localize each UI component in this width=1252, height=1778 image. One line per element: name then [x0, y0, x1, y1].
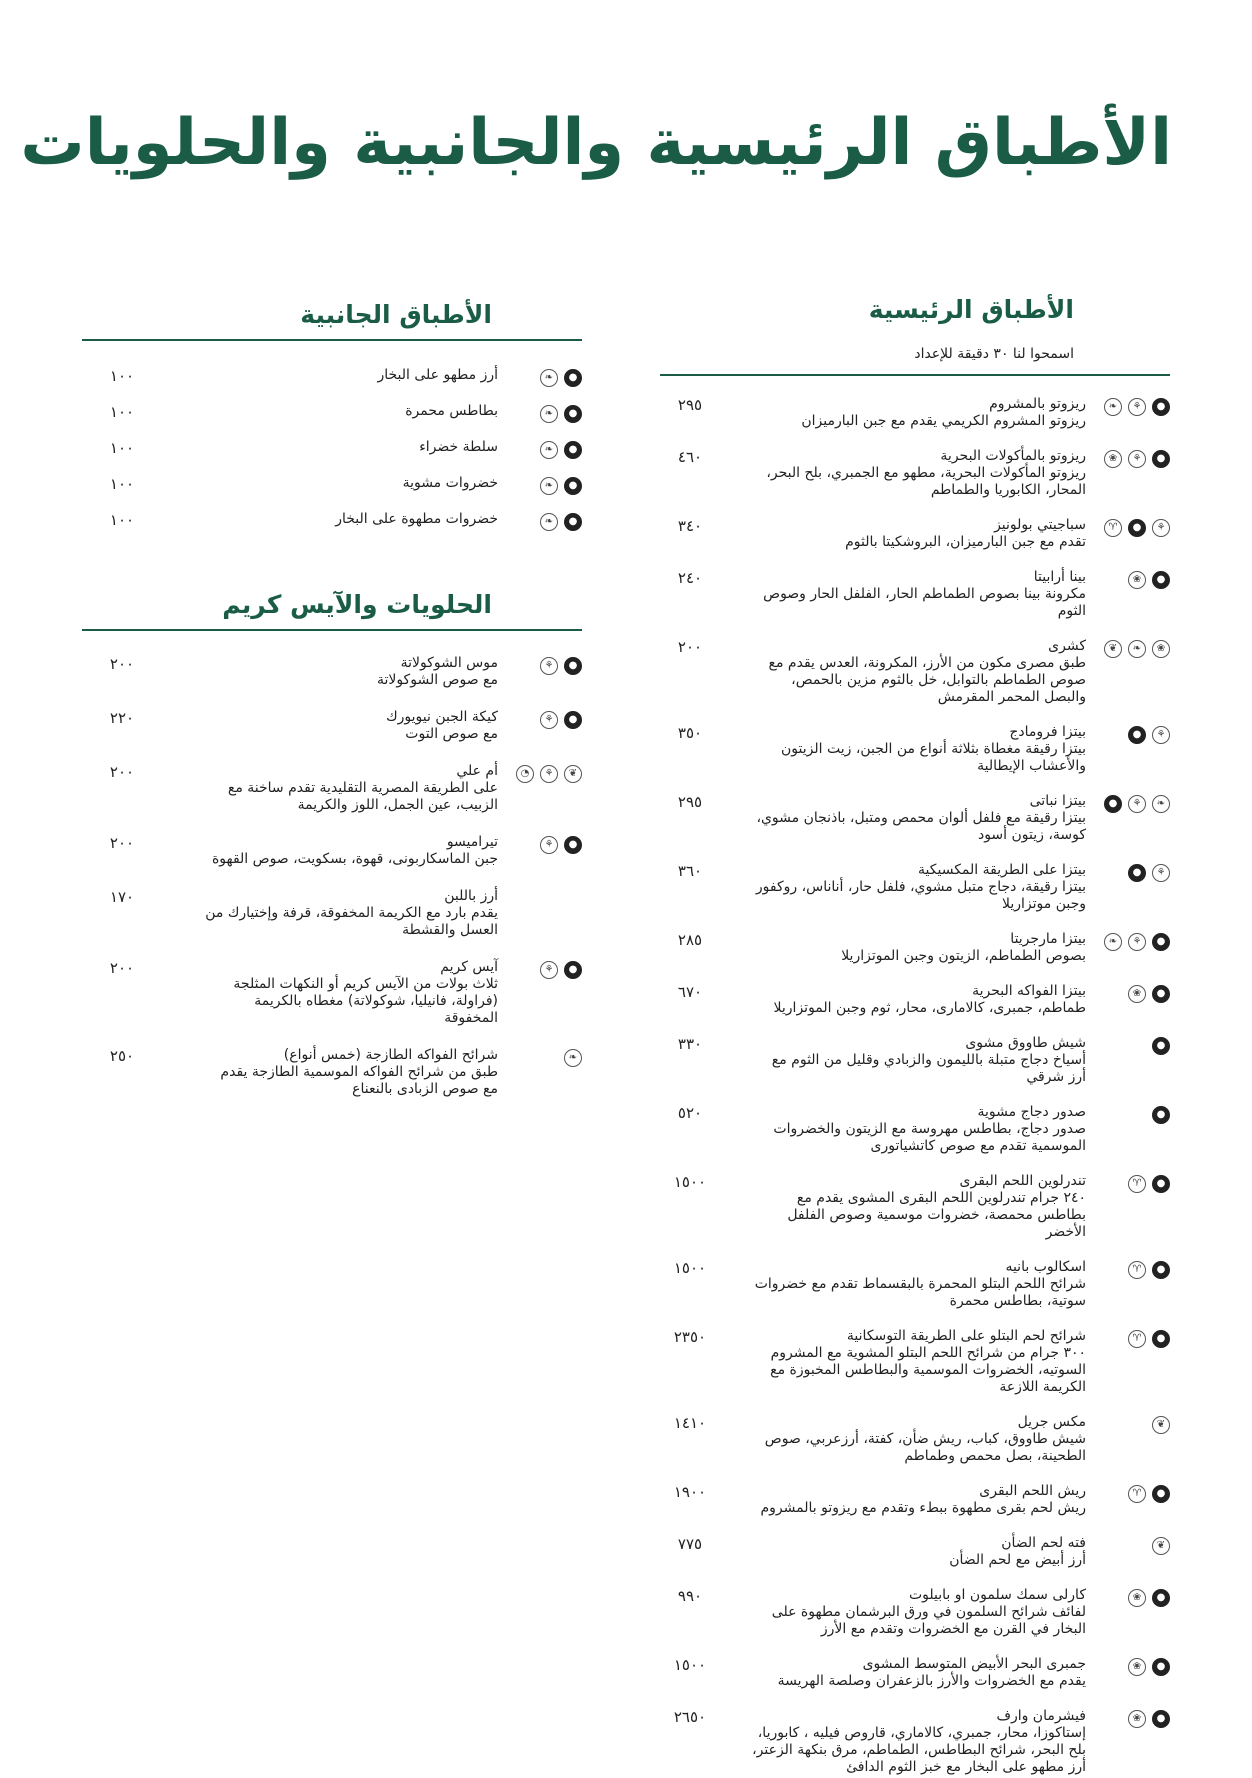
- main-course-item: [660, 396, 1170, 430]
- vegetarian-icon: ⚘: [1128, 933, 1146, 951]
- main-courses-list: [660, 376, 1170, 1776]
- item-price: ٢٢٠: [109, 709, 135, 727]
- dietary-icons: [1086, 931, 1170, 951]
- item-description: لفائف شرائح السلمون في ورق البرشمان مطهوة على البخار في القرن مع الخضروات وتقدم مع الأرز: [771, 1604, 1086, 1637]
- item-name: ريزوتو بالمأكولات البحرية: [940, 448, 1086, 464]
- main-course-item: [660, 983, 1170, 1017]
- item-name: بيتزا مارجريتا: [1010, 931, 1086, 947]
- side-dish-item: [82, 511, 582, 531]
- globe-icon: ●: [1152, 1710, 1170, 1728]
- item-description: أرز أبيض مع لحم الضأن: [949, 1552, 1086, 1568]
- dessert-item: [82, 959, 582, 1027]
- item-price: ١٤١٠: [673, 1414, 707, 1432]
- item-name: خضروات مطهوة على البخار: [335, 511, 498, 527]
- item-description: شرائح اللحم البتلو المحمرة بالبقسماط تقدم مع خضروات سوتية، بطاطس محمرة: [754, 1276, 1086, 1309]
- dietary-icons: [498, 439, 582, 459]
- wheat-icon: ❦: [564, 765, 582, 783]
- vegetarian-icon: ⚘: [540, 657, 558, 675]
- item-description: مع صوص التوت: [405, 726, 498, 742]
- item-name: بيتزا الفواكه البحرية: [972, 983, 1086, 999]
- main-courses-heading: الأطباق الرئيسية: [868, 295, 1074, 324]
- side-dish-item: [82, 439, 582, 459]
- item-price: ٢٩٥: [677, 793, 703, 811]
- dietary-icons: [1086, 983, 1170, 1003]
- main-course-item: [660, 1414, 1170, 1465]
- main-course-item: [660, 1104, 1170, 1155]
- main-course-item: [660, 569, 1170, 620]
- dietary-icons: [1086, 569, 1170, 589]
- item-description: ريزوتو المشروم الكريمي يقدم مع جبن البارميزان: [801, 413, 1086, 429]
- dietary-icons: [498, 655, 582, 675]
- leaf-icon: ❧: [540, 405, 558, 423]
- item-price: ١٠٠: [109, 439, 135, 457]
- item-description: يقدم مع الخضروات والأرز بالزعفران وصلصة الهريسة: [777, 1673, 1086, 1689]
- dietary-icons: [498, 403, 582, 423]
- dietary-icons: [1086, 724, 1170, 744]
- item-name: فته لحم الضأن: [1001, 1535, 1086, 1551]
- beef-icon: ♈: [1128, 1485, 1146, 1503]
- dietary-icons: [498, 834, 582, 854]
- main-course-item: [660, 1587, 1170, 1638]
- item-price: ١٠٠: [109, 367, 135, 385]
- item-name: سباجيتي بولونيز: [994, 517, 1086, 533]
- item-description: طبق مصرى مكون من الأرز، المكرونة، العدس يقدم مع صوص الطماطم بالتوابل، خل بالثوم مزين بالحمص، والبصل المحمر المقرمش: [768, 655, 1086, 705]
- globe-icon: ●: [1152, 398, 1170, 416]
- item-price: ٢٣٥٠: [673, 1328, 707, 1346]
- main-course-item: [660, 793, 1170, 844]
- item-name: شيش طاووق مشوى: [965, 1035, 1086, 1051]
- item-description: شيش طاووق، كباب، ريش ضأن، كفتة، أرزعربي، صوص الطحينة، بصل محمص وطماطم: [764, 1431, 1086, 1464]
- item-description: ٣٠٠ جرام من شرائح اللحم البتلو المشوية مع المشروم السوتيه، الخضروات الموسمية والبطاطس المخبوزة مع الكريمة اللازعة: [770, 1345, 1086, 1395]
- item-price: ١٩٠٠: [673, 1483, 707, 1501]
- main-courses-section: [660, 295, 1170, 1776]
- item-name: آيس كريم: [440, 959, 498, 975]
- vegetarian-icon: ⚘: [1152, 519, 1170, 537]
- vegetarian-icon: ⚘: [1128, 450, 1146, 468]
- item-name: كيكة الجبن نيويورك: [386, 709, 498, 725]
- item-price: ٩٩٠: [677, 1587, 703, 1605]
- globe-icon: ●: [1152, 571, 1170, 589]
- leaf-icon: ❧: [540, 477, 558, 495]
- globe-icon: ●: [1152, 1261, 1170, 1279]
- main-course-item: [660, 517, 1170, 551]
- globe-icon: ●: [1128, 519, 1146, 537]
- item-description: بيتزا رقيقة مغطاة بثلاثة أنواع من الجبن، زيت الزيتون والأعشاب الإيطالية: [781, 741, 1086, 774]
- item-name: بيتزا نباتى: [1029, 793, 1086, 809]
- item-description: مع صوص الشوكولاتة: [376, 672, 498, 688]
- item-name: فيشرمان وارف: [996, 1708, 1086, 1724]
- item-description: يقدم بارد مع الكريمة المخفوقة، قرفة وإختيارك من العسل والقشطة: [205, 905, 498, 938]
- main-course-item: [660, 638, 1170, 706]
- item-description: صدور دجاج، بطاطس مهروسة مع الزيتون والخضروات الموسمية تقدم مع صوص كاتشياتورى: [773, 1121, 1086, 1154]
- main-course-item: [660, 1656, 1170, 1690]
- item-price: ٣٦٠: [677, 862, 703, 880]
- globe-icon: ●: [1152, 1658, 1170, 1676]
- side-dishes-section: [82, 300, 582, 531]
- dietary-icons: [498, 763, 582, 783]
- globe-icon: ●: [1152, 1175, 1170, 1193]
- main-course-item: [660, 1535, 1170, 1569]
- beef-icon: ♈: [1128, 1175, 1146, 1193]
- seafood-icon: ❀: [1128, 1589, 1146, 1607]
- dietary-icons: [1086, 1035, 1170, 1055]
- dessert-item: [82, 763, 582, 814]
- vegetarian-icon: ⚘: [540, 711, 558, 729]
- item-name: شرائح الفواكه الطازجة (خمس أنواع): [283, 1047, 498, 1063]
- item-name: سلطة خضراء: [419, 439, 498, 455]
- globe-icon: ●: [1152, 450, 1170, 468]
- globe-icon: ●: [564, 477, 582, 495]
- item-price: ٣٣٠: [677, 1035, 703, 1053]
- beef-icon: ♈: [1104, 519, 1122, 537]
- nut-icon: ◔: [516, 765, 534, 783]
- globe-icon: ●: [1152, 1037, 1170, 1055]
- side-dishes-heading: الأطباق الجانبية: [300, 300, 492, 329]
- item-price: ٢٥٠: [109, 1047, 135, 1065]
- wheat-icon: ❦: [1104, 640, 1122, 658]
- main-course-item: [660, 724, 1170, 775]
- item-price: ١٠٠: [109, 475, 135, 493]
- leaf-icon: ❧: [1152, 795, 1170, 813]
- item-name: شرائح لحم البتلو على الطريقة التوسكانية: [846, 1328, 1086, 1344]
- leaf-icon: ❧: [564, 1049, 582, 1067]
- main-course-item: [660, 1259, 1170, 1310]
- dessert-item: [82, 709, 582, 743]
- main-course-item: [660, 1035, 1170, 1086]
- wheat-icon: ❦: [1152, 1416, 1170, 1434]
- dietary-icons: [498, 709, 582, 729]
- chili-icon: ❀: [1152, 640, 1170, 658]
- dessert-item: [82, 655, 582, 689]
- globe-icon: ●: [1128, 726, 1146, 744]
- dietary-icons: [1086, 1483, 1170, 1503]
- globe-icon: ●: [1152, 1106, 1170, 1124]
- prep-time-note: اسمحوا لنا ٣٠ دقيقة للإعداد: [914, 346, 1074, 362]
- item-price: ٢٠٠: [109, 834, 135, 852]
- item-description: ريزوتو المأكولات البحرية، مطهو مع الجمبري، بلح البحر، المحار، الكابوريا والطماطم: [766, 465, 1086, 498]
- item-description: تقدم مع جبن البارميزان، البروشكيتا بالثوم: [845, 534, 1086, 550]
- item-name: كارلى سمك سلمون او بابيلوت: [908, 1587, 1086, 1603]
- leaf-icon: ❧: [1128, 640, 1146, 658]
- beef-icon: ♈: [1128, 1330, 1146, 1348]
- dietary-icons: [1086, 638, 1170, 658]
- globe-icon: ●: [1152, 1330, 1170, 1348]
- item-price: ٢٠٠: [677, 638, 703, 656]
- chili-icon: ❀: [1128, 571, 1146, 589]
- main-course-item: [660, 448, 1170, 499]
- seafood-icon: ❀: [1128, 985, 1146, 1003]
- globe-icon: ●: [1152, 985, 1170, 1003]
- item-price: ٢٤٠: [677, 569, 703, 587]
- item-price: ٦٧٠: [677, 983, 703, 1001]
- globe-icon: ●: [564, 441, 582, 459]
- dietary-icons: [1086, 1173, 1170, 1193]
- dietary-icons: [1086, 862, 1170, 882]
- leaf-icon: ❧: [540, 513, 558, 531]
- item-name: ريش اللحم البقرى: [979, 1483, 1086, 1499]
- dietary-icons: [498, 888, 582, 890]
- item-name: بطاطس محمرة: [405, 403, 498, 419]
- leaf-icon: ❧: [1104, 398, 1122, 416]
- item-price: ١٥٠٠: [673, 1656, 707, 1674]
- dietary-icons: [1086, 1259, 1170, 1279]
- item-name: صدور دجاج مشوية: [977, 1104, 1086, 1120]
- item-price: ١٥٠٠: [673, 1259, 707, 1277]
- item-price: ٢٠٠: [109, 655, 135, 673]
- desserts-list: [82, 631, 582, 1098]
- dietary-icons: [1086, 793, 1170, 813]
- dietary-icons: [498, 1047, 582, 1067]
- item-name: خضروات مشوية: [402, 475, 498, 491]
- item-name: بينا أرابيتا: [1033, 569, 1086, 585]
- item-description: أسياخ دجاج متبلة بالليمون والزبادي وقليل من الثوم مع أرز شرقي: [771, 1052, 1086, 1085]
- leaf-icon: ❧: [540, 441, 558, 459]
- dietary-icons: [1086, 1587, 1170, 1607]
- dietary-icons: [1086, 517, 1170, 537]
- item-price: ٣٤٠: [677, 517, 703, 535]
- item-description: بيتزا رقيقة، دجاج متبل مشوي، فلفل حار، أناناس، روكفور وجبن موتزاريلا: [755, 879, 1086, 912]
- item-price: ٥٢٠: [677, 1104, 703, 1122]
- item-price: ٢٩٥: [677, 396, 703, 414]
- item-description: طبق من شرائح الفواكه الموسمية الطازجة يقدم مع صوص الزبادى بالنعناع: [220, 1064, 498, 1097]
- dietary-icons: [1086, 396, 1170, 416]
- item-price: ١٧٠: [109, 888, 135, 906]
- dietary-icons: [1086, 1414, 1170, 1434]
- main-course-item: [660, 1173, 1170, 1241]
- vegetarian-icon: ⚘: [1128, 398, 1146, 416]
- vegetarian-icon: ⚘: [540, 836, 558, 854]
- vegetarian-icon: ⚘: [540, 961, 558, 979]
- item-name: مكس جريل: [1017, 1414, 1086, 1430]
- dietary-icons: [498, 367, 582, 387]
- main-course-item: [660, 1708, 1170, 1776]
- dessert-item: [82, 1047, 582, 1098]
- item-price: ٢٠٠: [109, 959, 135, 977]
- globe-icon: ●: [564, 405, 582, 423]
- item-name: جمبرى البحر الأبيض المتوسط المشوى: [862, 1656, 1086, 1672]
- dietary-icons: [498, 475, 582, 495]
- item-description: ثلاث بولات من الآيس كريم أو النكهات المثلجة (فراولة، فانيليا، شوكولاتة) مغطاه بالكريمة المخفوقة: [233, 976, 498, 1026]
- item-price: ٢٨٥: [677, 931, 703, 949]
- side-dish-item: [82, 403, 582, 423]
- globe-icon: ●: [1128, 864, 1146, 882]
- item-price: ٧٧٥: [677, 1535, 703, 1553]
- main-course-item: [660, 931, 1170, 965]
- item-description: ٢٤٠ جرام تندرلوين اللحم البقرى المشوى يقدم مع بطاطس محمصة، خضروات موسمية وصوص الفلفل الأخضر: [787, 1190, 1086, 1240]
- beef-icon: ♈: [1128, 1261, 1146, 1279]
- seafood-icon: ❀: [1128, 1658, 1146, 1676]
- desserts-heading: الحلويات والآيس كريم: [222, 590, 492, 619]
- item-description: إستاكوزا، محار، جمبري، كالاماري، قاروص فيليه ، كابوريا، بلح البحر، شرائح البطاطس، الطماطم، مرق بنكهة الزعتر، أرز مطهو على البخار مع خبز الثوم الدافئ: [752, 1725, 1086, 1775]
- dietary-icons: [1086, 1328, 1170, 1348]
- vegetarian-icon: ⚘: [1128, 795, 1146, 813]
- dessert-item: [82, 834, 582, 868]
- globe-icon: ●: [564, 961, 582, 979]
- item-price: ٣٥٠: [677, 724, 703, 742]
- vegetarian-icon: ⚘: [1152, 864, 1170, 882]
- item-description: جبن الماسكاربونى، قهوة، بسكويت، صوص القهوة: [211, 851, 498, 867]
- leaf-icon: ❧: [540, 369, 558, 387]
- globe-icon: ●: [564, 513, 582, 531]
- item-price: ٤٦٠: [677, 448, 703, 466]
- globe-icon: ●: [564, 657, 582, 675]
- item-price: ٢٠٠: [109, 763, 135, 781]
- item-name: بيتزا فرومادج: [1009, 724, 1086, 740]
- dietary-icons: [1086, 1708, 1170, 1728]
- desserts-section: [82, 590, 582, 1098]
- item-price: ١٠٠: [109, 511, 135, 529]
- globe-icon: ●: [1104, 795, 1122, 813]
- item-name: تندرلوين اللحم البقرى: [959, 1173, 1086, 1189]
- item-name: تيراميسو: [446, 834, 498, 850]
- item-description: طماطم، جمبرى، كالامارى، محار، ثوم وجبن الموتزاريلا: [773, 1000, 1086, 1016]
- item-description: بصوص الطماطم، الزيتون وجبن الموتزاريلا: [841, 948, 1086, 964]
- item-name: موس الشوكولاتة: [400, 655, 498, 671]
- side-dish-item: [82, 367, 582, 387]
- item-description: بيتزا رقيقة مع فلفل ألوان محمص ومتبل، باذنجان مشوي، كوسة، زيتون أسود: [756, 810, 1086, 843]
- globe-icon: ●: [1152, 933, 1170, 951]
- dietary-icons: [1086, 1656, 1170, 1676]
- dietary-icons: [1086, 448, 1170, 468]
- globe-icon: ●: [1152, 1589, 1170, 1607]
- globe-icon: ●: [564, 711, 582, 729]
- side-dish-item: [82, 475, 582, 495]
- main-course-item: [660, 1483, 1170, 1517]
- vegetarian-icon: ⚘: [540, 765, 558, 783]
- dessert-item: [82, 888, 582, 939]
- globe-icon: ●: [1152, 1485, 1170, 1503]
- globe-icon: ●: [564, 369, 582, 387]
- main-course-item: [660, 862, 1170, 913]
- globe-icon: ●: [564, 836, 582, 854]
- vegetarian-icon: ⚘: [1152, 726, 1170, 744]
- item-name: أرز باللبن: [444, 888, 498, 904]
- main-course-item: [660, 1328, 1170, 1396]
- item-description: مكرونة بينا بصوص الطماطم الحار، الفلفل الحار وصوص الثوم: [763, 586, 1086, 619]
- side-dishes-list: [82, 341, 582, 531]
- item-name: بيتزا على الطريقة المكسيكية: [918, 862, 1086, 878]
- item-name: أرز مطهو على البخار: [377, 367, 498, 383]
- leaf-icon: ❧: [1104, 933, 1122, 951]
- item-name: اسكالوب بانيه: [1005, 1259, 1086, 1275]
- dietary-icons: [1086, 1104, 1170, 1124]
- page-title: الأطباق الرئيسية والجانبية والحلويات: [20, 106, 1172, 180]
- dietary-icons: [498, 511, 582, 531]
- dietary-icons: [498, 959, 582, 979]
- item-name: ريزوتو بالمشروم: [989, 396, 1086, 412]
- dietary-icons: [1086, 1535, 1170, 1555]
- item-price: ٢٦٥٠: [673, 1708, 707, 1726]
- seafood-icon: ❀: [1104, 450, 1122, 468]
- item-price: ١٥٠٠: [673, 1173, 707, 1191]
- item-description: على الطريقة المصرية التقليدية تقدم ساخنة مع الزبيب، عين الجمل، اللوز والكريمة: [227, 780, 498, 813]
- item-name: كشرى: [1048, 638, 1086, 654]
- item-description: ريش لحم بقرى مطهوة ببطء وتقدم مع ريزوتو بالمشروم: [760, 1500, 1086, 1516]
- item-name: أم علي: [456, 763, 498, 779]
- seafood-icon: ❀: [1128, 1710, 1146, 1728]
- item-price: ١٠٠: [109, 403, 135, 421]
- wheat-icon: ❦: [1152, 1537, 1170, 1555]
